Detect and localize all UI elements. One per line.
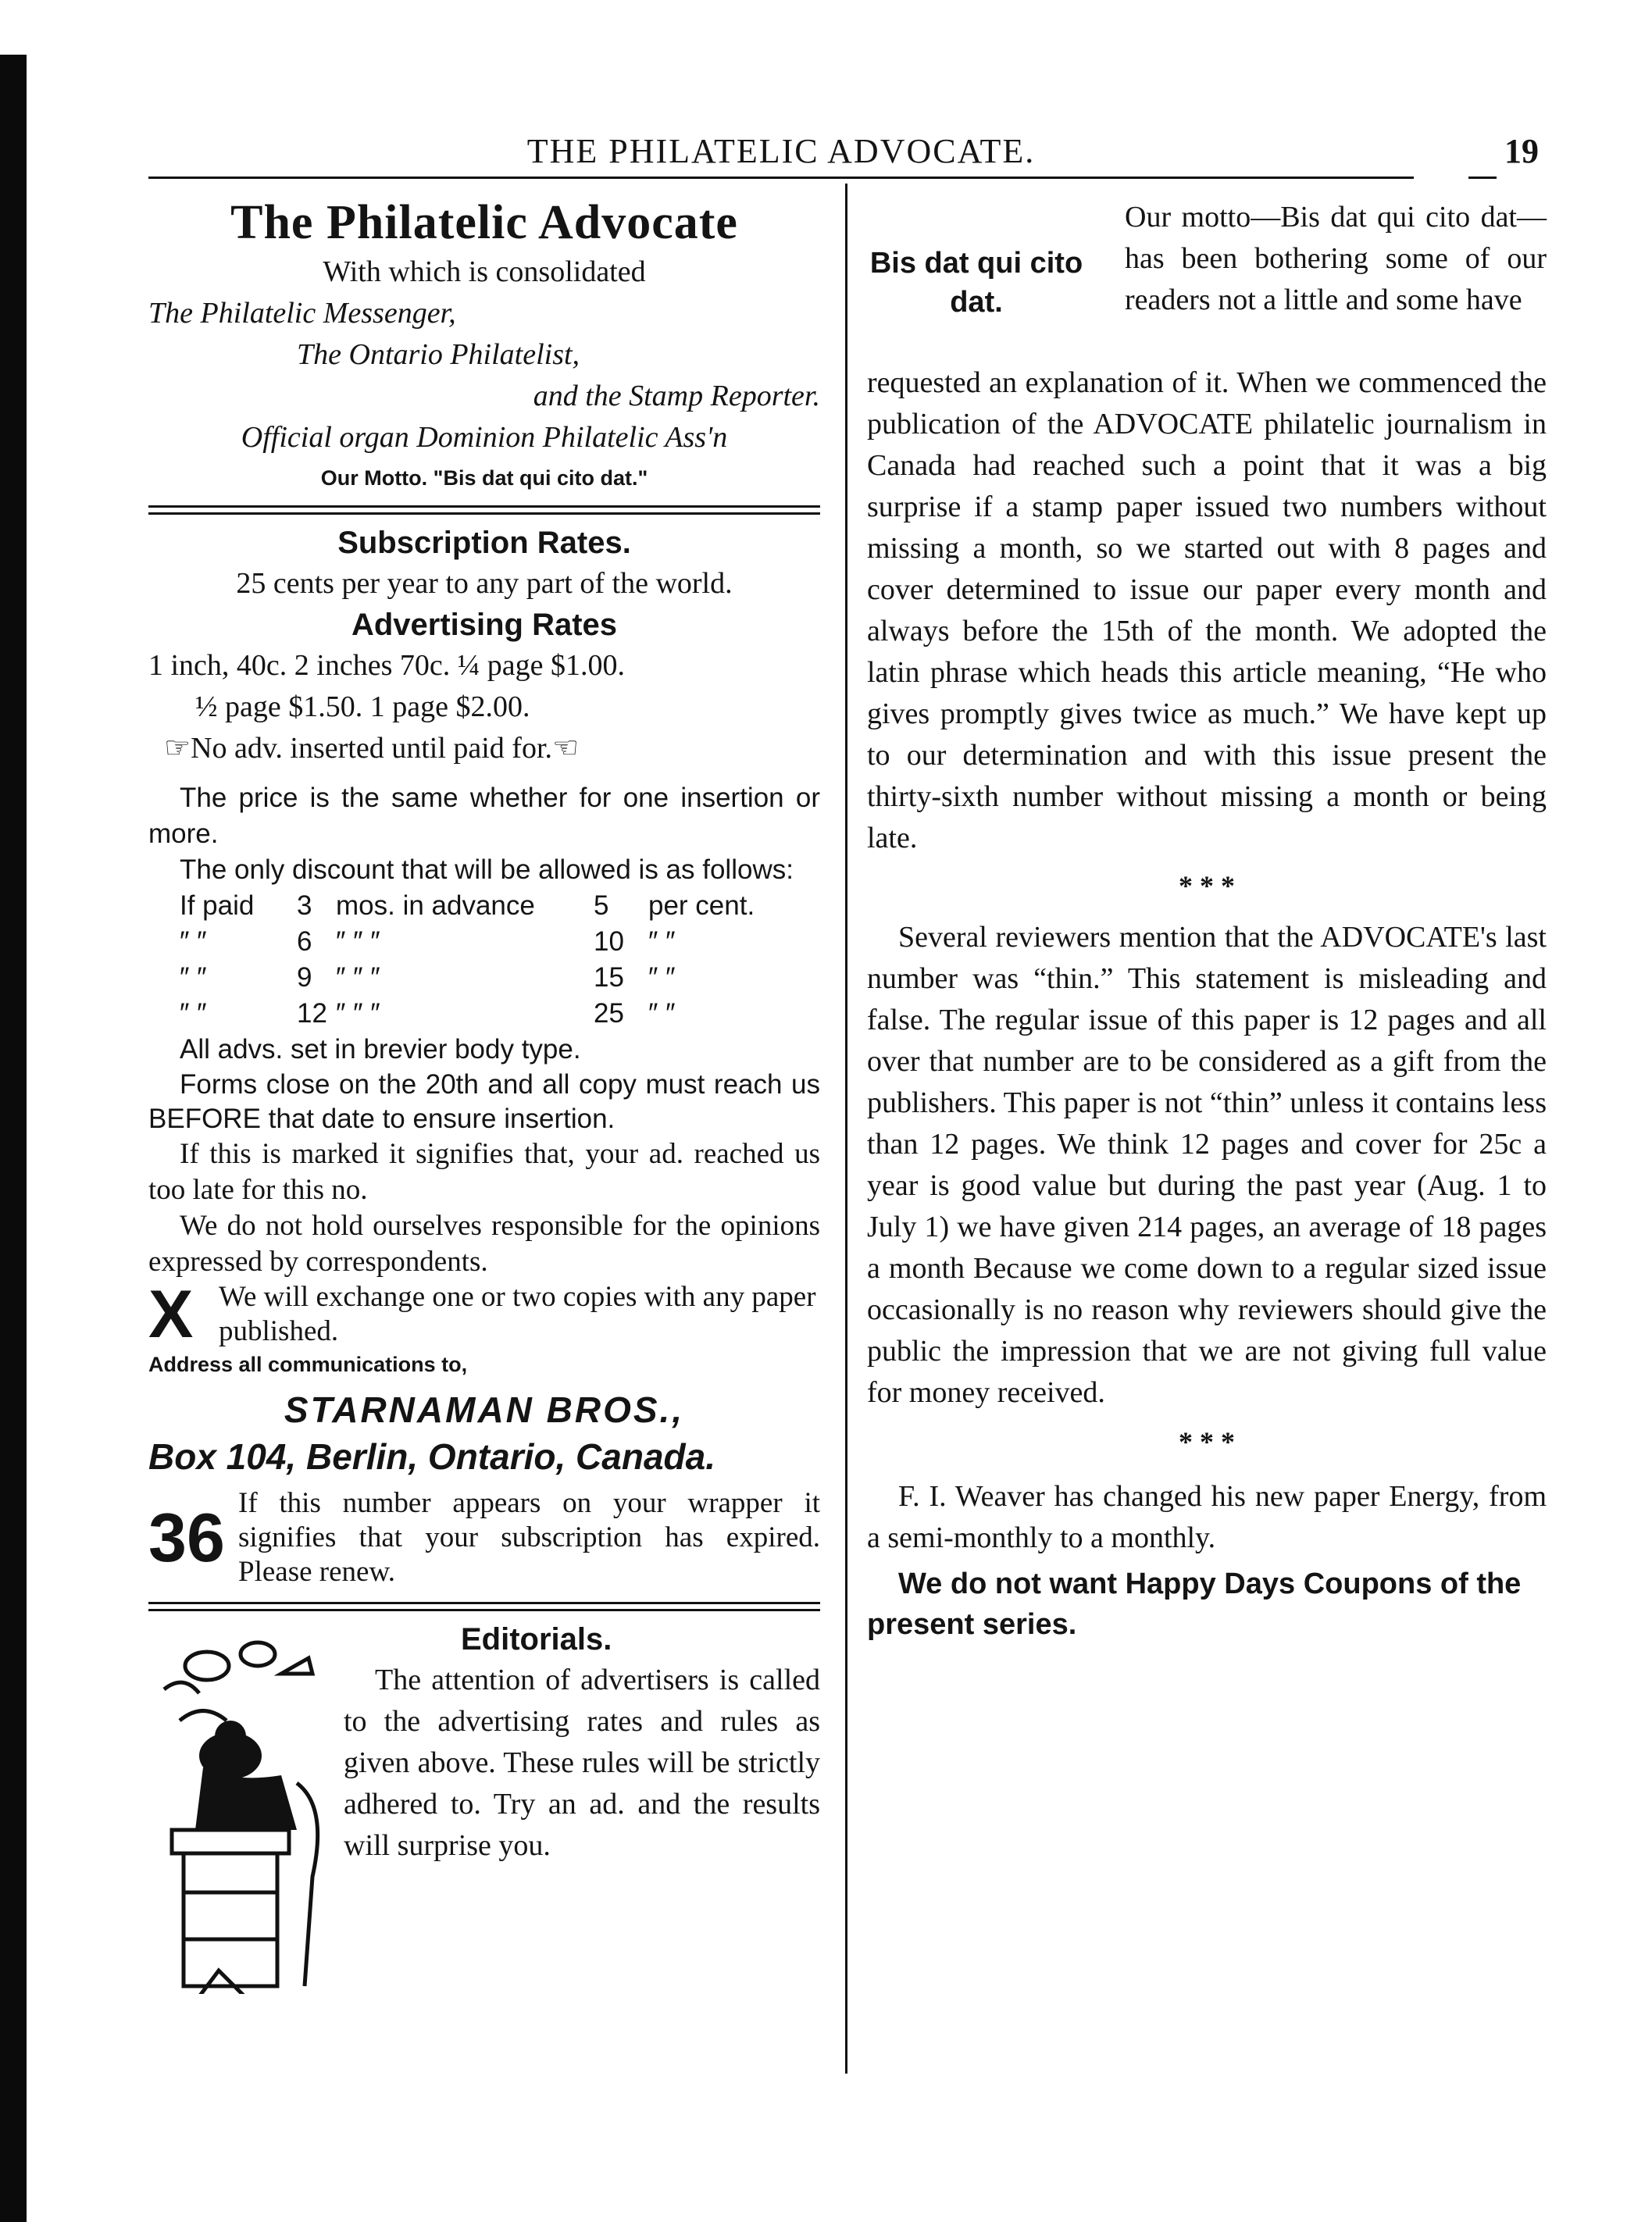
expired-block	[148, 1486, 820, 1589]
masthead-motto: Our Motto. "Bis dat qui cito dat."	[320, 466, 648, 490]
masthead-consolidated: With which is consolidated	[323, 255, 646, 288]
reviewers-paragraph: Several reviewers mention that the ADVOCATE's last number was “thin.” This statement is misleading and false. The regular issue of this paper is 12 pages and all over that number are to be considered as a gift from the publishers. This paper is not “thin” unless it contains less than 12 pages. We think 12 pages and cover for 25c a year is good value but during the past year (Aug. 1 to July 1) we have given 214 pages, an average of 18 pages a month Because we come down to a regular sized issue occasionally is no reason why reviewers should give the public the impression that we are not giving full value for money received.	[867, 921, 1547, 1409]
masthead-paper-1: The Philatelic Messenger,	[148, 297, 456, 330]
discount-intro: The only discount that will be allowed is as follows:	[180, 854, 794, 885]
expired-note: If this number appears on your wrapper it signifies that your subscription has expired. Please renew.	[238, 1487, 820, 1588]
editor-at-desk-illustration	[148, 1635, 344, 1994]
page-number: 19	[1504, 132, 1539, 170]
exchange-x-mark: X	[148, 1277, 194, 1352]
ad-rates-line-2: ½ page $1.50. 1 page $2.00.	[195, 690, 530, 723]
forms-close-note: Forms close on the 20th and all copy must reach us BEFORE that date to ensure insertion.	[148, 1069, 820, 1134]
editorials-heading: Editorials.	[461, 1622, 612, 1657]
header-rule	[148, 177, 1414, 179]
coupons-notice: We do not want Happy Days Coupons of the present series.	[867, 1568, 1522, 1641]
exchange-note: We will exchange one or two copies with any paper published.	[219, 1281, 816, 1347]
marked-note: If this is marked it signifies that, your ad. reached us too late for this no.	[148, 1138, 820, 1206]
running-header	[148, 131, 1539, 178]
advertising-heading: Advertising Rates	[351, 608, 618, 642]
subscription-heading: Subscription Rates.	[337, 526, 631, 560]
exchange-block	[148, 1277, 820, 1352]
company-address: Box 104, Berlin, Ontario, Canada.	[148, 1436, 715, 1477]
masthead-title: The Philatelic Advocate	[230, 196, 738, 249]
price-note: The price is the same whether for one insertion or more.	[148, 783, 820, 849]
motto-side-heading: Bis dat qui cito dat.	[869, 247, 1083, 319]
masthead-organ: Official organ Dominion Philatelic Ass'n	[241, 421, 728, 454]
left-column	[148, 194, 820, 1994]
running-title: THE PHILATELIC ADVOCATE.	[526, 132, 1036, 170]
section-stars-2: * * *	[1179, 1426, 1235, 1457]
discount-row: ″ ″ 6 ″ ″ ″ 10 ″ ″	[180, 926, 676, 957]
motto-explanation: requested an explanation of it. When we commenced the publication of the ADVOCATE philatelic journalism in Canada had reached such a point that it was a big surprise if a stamp paper issued two numbers without missing a month, so we started out with 8 pages and cover determined to issue our paper every month and always before the 15th of the month. We adopted the latin phrase which heads this article meaning, “He who gives promptly gives twice as much.” We have kept up to our determination and with this issue present the thirty-sixth number without missing a month or being late.	[867, 366, 1547, 854]
right-column	[867, 197, 1547, 1645]
brevier-note: All advs. set in brevier body type.	[180, 1034, 581, 1065]
masthead-paper-2: The Ontario Philatelist,	[297, 338, 580, 371]
discount-table	[148, 888, 820, 1032]
motto-intro-block	[867, 197, 1547, 362]
masthead-paper-3: and the Stamp Reporter.	[533, 380, 820, 412]
editorials-block	[148, 1619, 820, 1994]
column-divider	[845, 184, 847, 2074]
subscription-text: 25 cents per year to any part of the world.	[236, 567, 733, 600]
number-36: 36	[148, 1499, 225, 1576]
weaver-paragraph: F. I. Weaver has changed his new paper Energy, from a semi-monthly to a monthly.	[867, 1480, 1547, 1554]
responsible-note: We do not hold ourselves responsible for the opinions expressed by correspondents.	[148, 1210, 820, 1278]
company-name: STARNAMAN BROS.,	[284, 1389, 685, 1430]
masthead-double-rule	[148, 505, 820, 515]
motto-intro-text: Our motto—Bis dat qui cito dat—has been bothering some of our readers not a little and some have	[1125, 201, 1547, 316]
editorials-text: The attention of advertisers is called to the advertising rates and rules as given above. These rules will be strictly adhered to. Try an ad. and the results will surprise you.	[344, 1664, 820, 1862]
address-label: Address all communications to,	[148, 1353, 468, 1376]
discount-row: If paid 3 mos. in advance 5 per cent.	[180, 890, 755, 921]
page-number-rule	[1468, 177, 1497, 179]
scan-edge-bar	[0, 55, 27, 2222]
discount-row: ″ ″ 9 ″ ″ ″ 15 ″ ″	[180, 962, 676, 993]
ad-rates-line-3: ☞No adv. inserted until paid for.☜	[164, 732, 580, 765]
discount-row: ″ ″ 12 ″ ″ ″ 25 ″ ″	[180, 998, 676, 1029]
ad-rates-line-1: 1 inch, 40c. 2 inches 70c. ¼ page $1.00.	[148, 649, 625, 682]
section-stars-1: * * *	[1179, 870, 1235, 901]
editorials-double-rule	[148, 1602, 820, 1611]
